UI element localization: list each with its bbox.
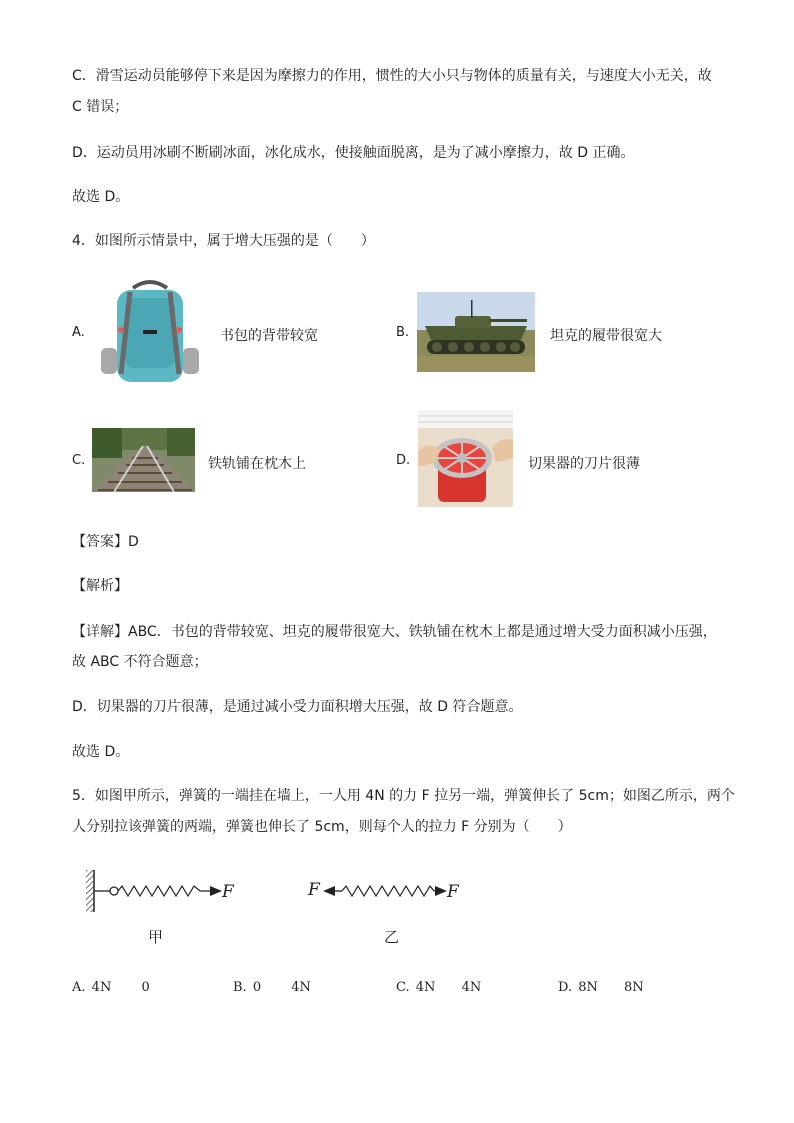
option-c-label: C. — [72, 453, 86, 468]
railway-photo-icon — [92, 428, 195, 492]
figure-caption-yi: 乙 — [384, 928, 400, 946]
option-c-explanation-line1: C．滑雪运动员能够停下来是因为摩擦力的作用，惯性的大小只与物体的质量有关，与速度大小无关，故 — [72, 68, 712, 84]
arrow-right-icon — [435, 886, 447, 896]
q5-option-a-value2: 0 — [141, 980, 150, 995]
detail-line2: 故 ABC 不符合题意； — [72, 654, 208, 670]
q5-option-c-label: C. — [396, 980, 410, 995]
q5-option-c-value2: 4N — [461, 980, 482, 995]
wall-icon — [86, 870, 94, 912]
q5-option-d-value2: 8N — [624, 980, 644, 995]
q5-option-d-label: D. — [558, 980, 573, 995]
q5-option-a — [72, 980, 150, 995]
spring-figure — [80, 860, 480, 960]
force-label-yi-left: F — [308, 880, 320, 900]
q5-option-c — [396, 980, 481, 995]
q5-option-c-value1: 4N — [415, 980, 436, 995]
option-a-label: A. — [72, 325, 85, 340]
q5-option-d-value1: 8N — [578, 980, 598, 995]
q5-option-a-value1: 4N — [91, 980, 112, 995]
option-a-caption: 书包的背带较宽 — [220, 328, 318, 344]
figure-caption-jia: 甲 — [148, 928, 164, 946]
analysis-heading: 【解析】 — [72, 578, 128, 594]
q5-option-b — [233, 980, 311, 995]
spring-yi — [342, 886, 434, 896]
figure-yi — [307, 880, 460, 902]
option-c-explanation-line2: C 错误； — [72, 99, 129, 115]
detail-line3: D．切果器的刀片很薄，是通过减小受力面积增大压强，故 D 符合题意。 — [72, 699, 523, 715]
option-d-caption: 切果器的刀片很薄 — [528, 456, 640, 472]
question-5-line1: 5．如图甲所示，弹簧的一端挂在墙上，一人用 4N 的力 F 拉另一端，弹簧伸长了 5cm；如图乙所示，两个 — [72, 788, 735, 804]
option-c-caption: 铁轨铺在枕木上 — [208, 456, 306, 472]
question-5-line2: 人分别拉该弹簧的两端，弹簧也伸长了 5cm，则每个人的拉力 F 分别为（ ） — [72, 819, 572, 835]
question-4: 4．如图所示情景中，属于增大压强的是（ ） — [72, 233, 375, 249]
figure-jia — [86, 870, 235, 912]
force-label-jia: F — [222, 882, 234, 902]
q5-option-b-value2: 4N — [291, 980, 311, 995]
q5-option-d — [558, 980, 644, 995]
answer-line: 【答案】D — [72, 534, 139, 550]
backpack-photo-icon — [95, 278, 205, 386]
option-b-caption: 坦克的履带很宽大 — [550, 328, 662, 344]
q5-option-b-value1: 0 — [252, 980, 262, 995]
detail-line1: 【详解】ABC．书包的背带较宽、坦克的履带很宽大、铁轨铺在枕木上都是通过增大受力面积减小压强， — [72, 624, 717, 640]
spring-jia — [118, 886, 208, 896]
option-d-explanation: D．运动员用冰刷不断刷冰面，冰化成水，使接触面脱离，是为了减小摩擦力，故 D 正确。 — [72, 145, 635, 161]
choose-d-text: 故选 D。 — [72, 189, 130, 205]
choose-d-text-2: 故选 D。 — [72, 744, 130, 760]
tank-photo-icon — [417, 292, 535, 372]
arrow-right-icon — [210, 886, 222, 896]
option-b-label: B. — [396, 325, 410, 340]
apple-slicer-photo-icon — [418, 410, 513, 507]
option-d-label: D. — [396, 453, 411, 468]
q5-option-b-label: B. — [233, 980, 247, 995]
q5-option-a-label: A. — [72, 980, 86, 995]
force-label-yi-right: F — [447, 882, 459, 902]
